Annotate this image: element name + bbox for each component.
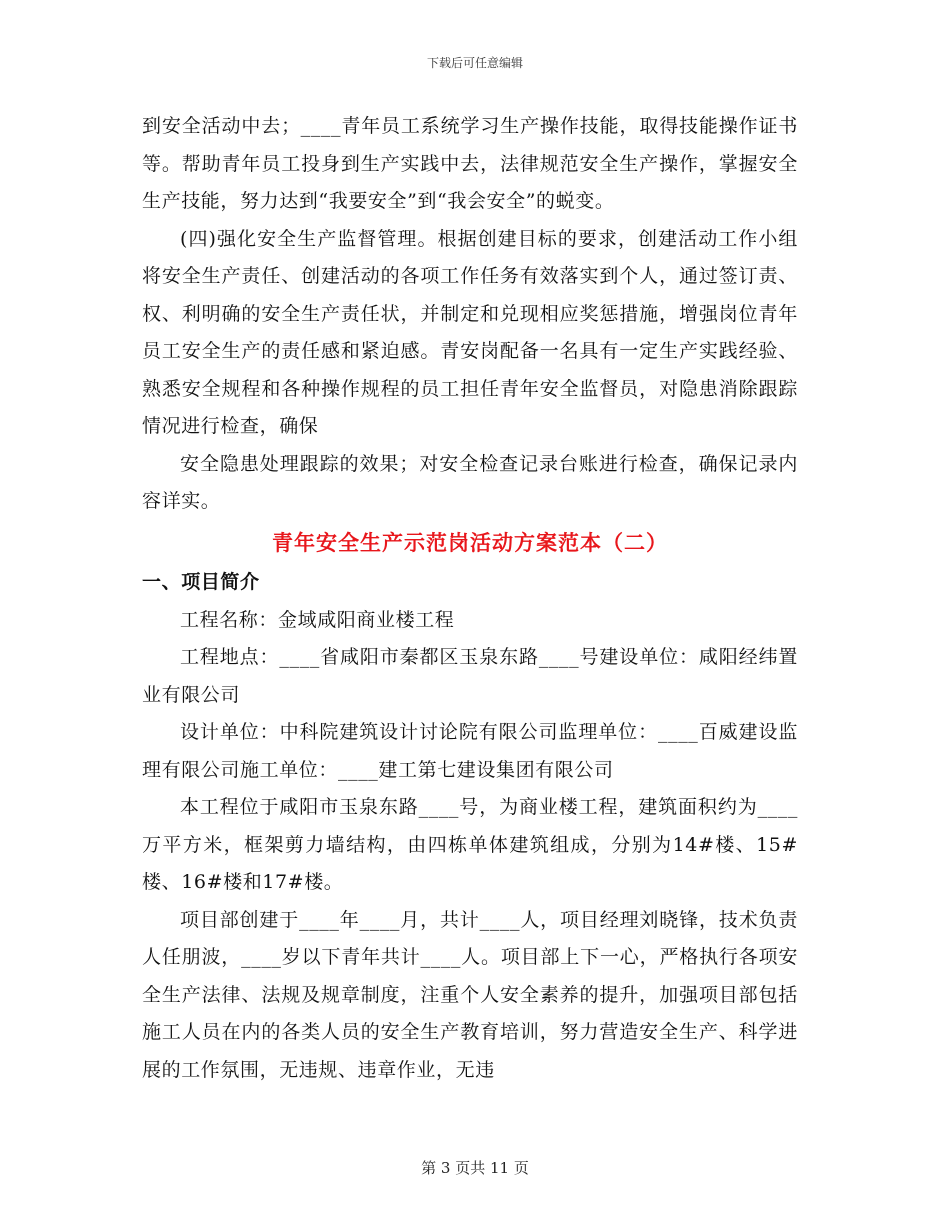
paragraph-design-unit: 设计单位：中科院建筑设计讨论院有限公司监理单位：____百威建设监理有限公司施工单位：____建工第七建设集团有限公司 (142, 721, 798, 781)
page-footer: 第 3 页共 11 页 (421, 1159, 529, 1177)
paragraph-2: (四)强化安全生产监督管理。根据创建目标的要求，创建活动工作小组将安全生产责任、创建活动的各项工作任务有效落实到个人，通过签订责、权、利明确的安全生产责任状，并制定和兑现相应奖惩措施，增强岗位青年员工安全生产的责任感和紧迫感。青安岗配备一名具有一定生产实践经验、熟悉安全规程和各种操作规程的员工担任青年安全监督员，对隐患消除跟踪情况进行检查，确保 (142, 227, 798, 437)
page-header: 下载后可任意编辑 (426, 56, 523, 70)
paragraph-project-location: 工程地点：____省咸阳市秦都区玉泉东路____号建设单位：咸阳经纬置业有限公司 (142, 646, 798, 706)
paragraph-project-name: 工程名称：金域咸阳商业楼工程 (180, 608, 455, 631)
heading-project-intro: 一、项目简介 (142, 571, 260, 593)
paragraph-project-overview: 本工程位于咸阳市玉泉东路____号，为商业楼工程，建筑面积约为____万平方米，框架剪力墙结构，由四栋单体建筑组成，分别为14#楼、15#楼、16#楼和17#楼。 (142, 796, 798, 893)
section-title: 青年安全生产示范岗活动方案范本（二） (272, 530, 668, 555)
paragraph-3: 安全隐患处理跟踪的效果；对安全检查记录台账进行检查，确保记录内容详实。 (142, 452, 798, 512)
paragraph-project-team: 项目部创建于____年____月，共计____人，项目经理刘晓锋，技术负责人任朋波，____岁以下青年共计____人。项目部上下一心，严格执行各项安全生产法律、法规及规章制度，注重个人安全素养的提升，加强项目部包括施工人员在内的各类人员的安全生产教育培训，努力营造安全生产、科学进展的工作氛围，无违规、违章作业，无违 (142, 908, 798, 1081)
paragraph-1: 到安全活动中去；____青年员工系统学习生产操作技能，取得技能操作证书等。帮助青年员工投身到生产实践中去，法律规范安全生产操作，掌握安全生产技能，努力达到“我要安全”到“我会安全”的蜕变。 (142, 115, 798, 212)
document-body (142, 108, 798, 1089)
